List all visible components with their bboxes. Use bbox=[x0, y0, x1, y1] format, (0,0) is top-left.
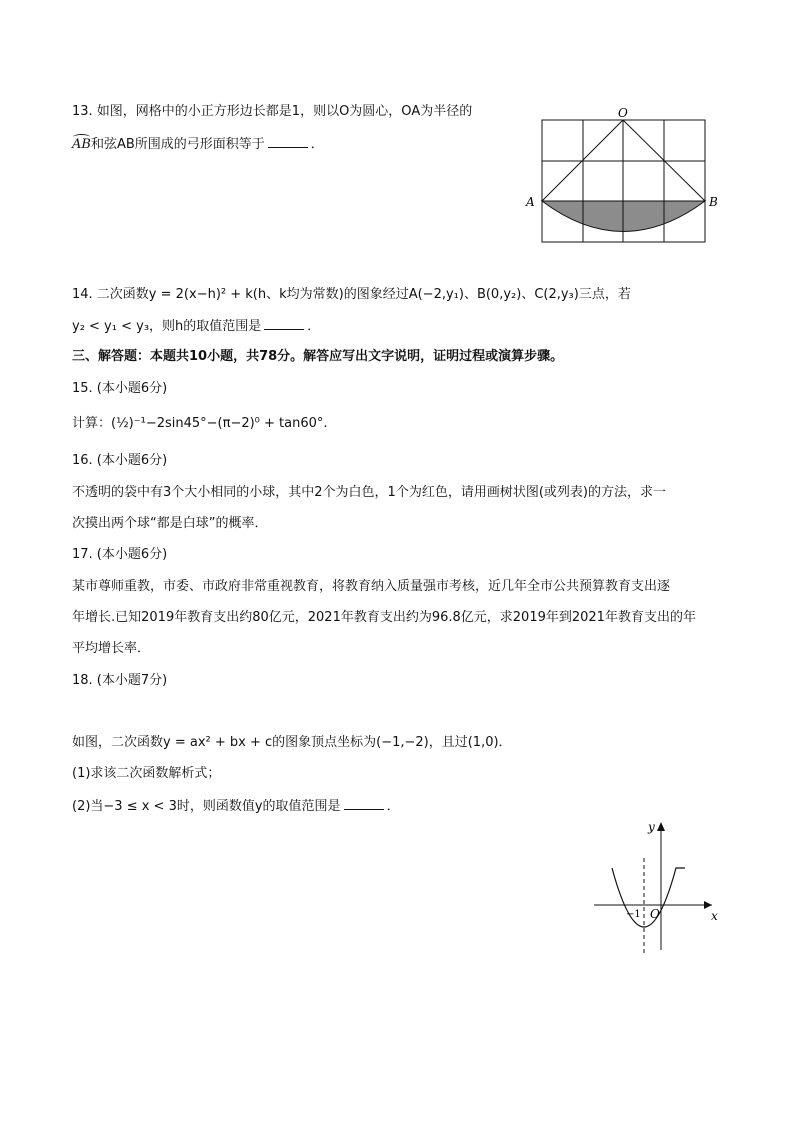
q18-part2-text: (2)当−3 ≤ x < 3时，则函数值y的取值范围是 bbox=[72, 799, 341, 814]
q13-figure bbox=[522, 104, 722, 248]
q14-line2 bbox=[72, 317, 320, 336]
q18-part2 bbox=[72, 797, 400, 816]
q18-header: 18. (本小题7分) bbox=[72, 673, 168, 688]
q18-part2-end: ． bbox=[386, 799, 400, 814]
q18-x-arrow bbox=[704, 901, 712, 909]
q16-line2: 次摸出两个球“都是白球”的概率． bbox=[72, 516, 268, 531]
q16-line1: 不透明的袋中有3个大小相同的小球，其中2个为白色，1个为红色，请用画树状图(或列表)的方法，求一 bbox=[72, 485, 666, 500]
q18-label-x: x bbox=[711, 909, 718, 923]
q13-line1: 13. 如图，网格中的小正方形边长都是1，则以O为圆心，OA为半径的 bbox=[72, 104, 473, 119]
section3-heading: 三、解答题：本题共10小题，共78分。解答应写出文字说明，证明过程或演算步骤。 bbox=[72, 349, 564, 364]
q14-answer-blank[interactable] bbox=[264, 317, 304, 330]
q17-line3: 平均增长率． bbox=[72, 641, 151, 656]
q13-grid bbox=[542, 120, 705, 242]
q16-header: 16. (本小题6分) bbox=[72, 453, 168, 468]
q18-label-o: O bbox=[650, 907, 660, 921]
q15-body: 计算：(½)⁻¹−2sin45°−(π−2)⁰ + tan60°. bbox=[72, 416, 328, 431]
q17-line2: 年增长.已知2019年教育支出约80亿元，2021年教育支出约为96.8亿元，求2019年到2021年教育支出的年 bbox=[72, 610, 696, 625]
q18-line1: 如图，二次函数y = ax² + bx + c的图象顶点坐标为(−1,−2)，且过(1,0)． bbox=[72, 735, 512, 750]
q18-figure bbox=[590, 818, 722, 958]
q18-parabola bbox=[612, 868, 685, 927]
q13-label-o: O bbox=[618, 106, 628, 120]
q15-header: 15. (本小题6分) bbox=[72, 381, 168, 396]
q18-y-arrow bbox=[657, 822, 665, 831]
q14-line1: 14. 二次函数y = 2(x−h)² + k(h、k均为常数)的图象经过A(−2,y₁)、B(0,y₂)、C(2,y₃)三点，若 bbox=[72, 287, 631, 302]
q13-label-a: A bbox=[526, 195, 535, 209]
q13-line2 bbox=[72, 135, 324, 154]
q14-line2-end: ． bbox=[307, 319, 321, 334]
q13-answer-blank[interactable] bbox=[268, 135, 308, 148]
q13-label-b: B bbox=[709, 195, 718, 209]
q13-line2-text: 和弦AB所围成的弓形面积等于 bbox=[90, 137, 265, 152]
q18-part1: (1)求该二次函数解析式； bbox=[72, 766, 221, 781]
q14-line2-text: y₂ < y₁ < y₃，则h的取值范围是 bbox=[72, 319, 262, 334]
q13-arc-ab: AB bbox=[72, 137, 91, 152]
q18-label-minus1: −1 bbox=[626, 909, 641, 920]
q17-header: 17. (本小题6分) bbox=[72, 547, 168, 562]
q17-line1: 某市尊师重教，市委、市政府非常重视教育，将教育纳入质量强市考核，近几年全市公共预算教育支出逐 bbox=[72, 579, 671, 594]
q18-label-y: y bbox=[648, 820, 655, 834]
q13-line2-end: ． bbox=[310, 137, 324, 152]
q18-answer-blank[interactable] bbox=[344, 797, 384, 810]
